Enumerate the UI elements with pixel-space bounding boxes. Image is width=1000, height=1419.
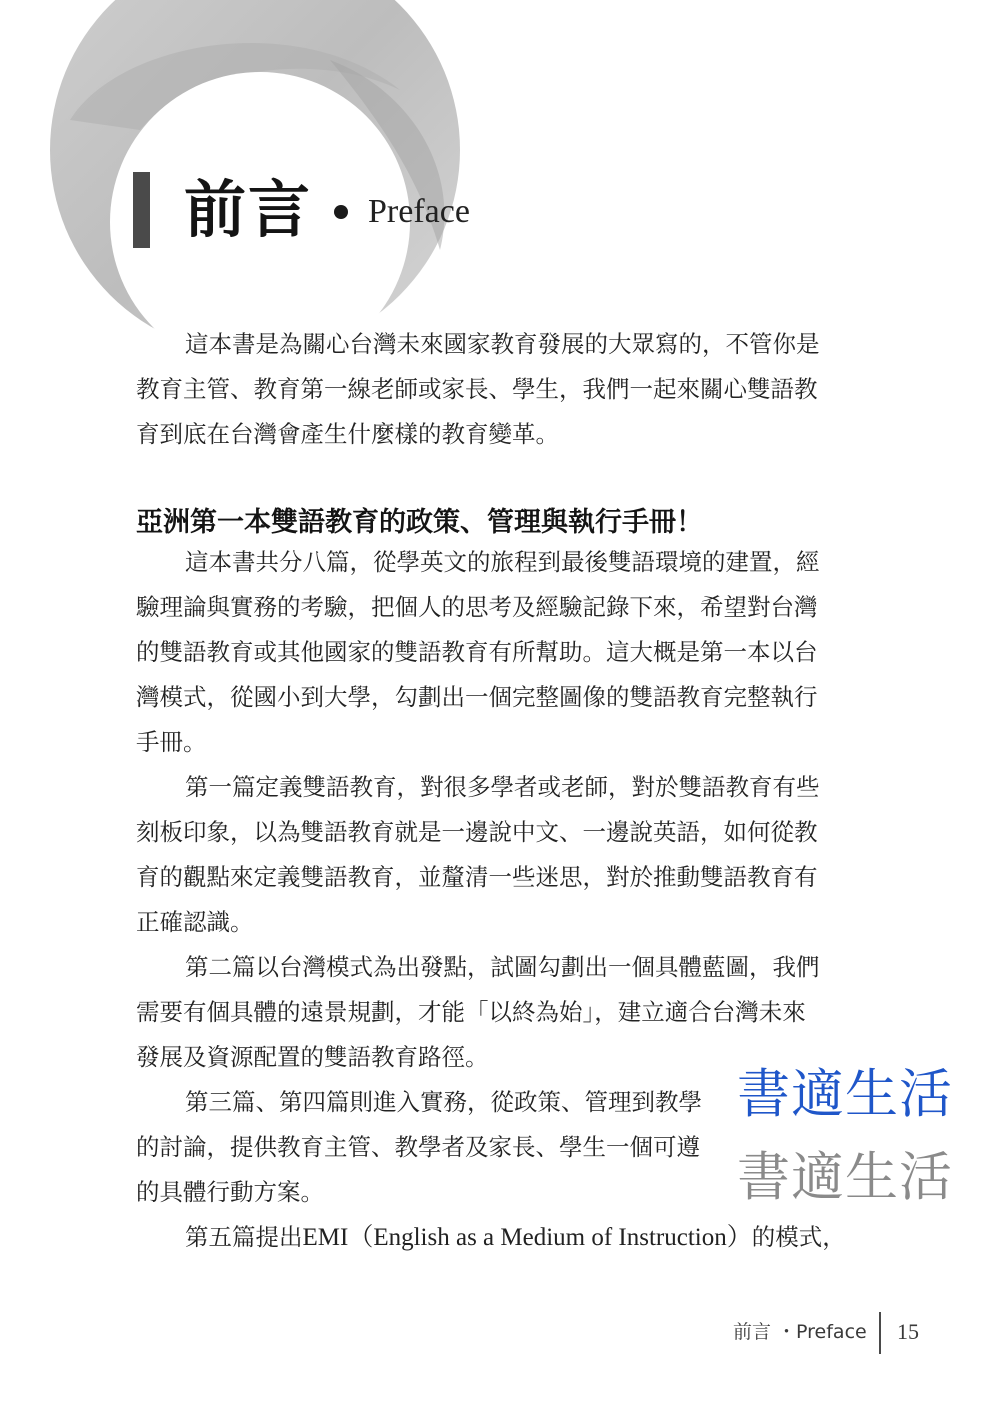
footer-divider: [879, 1312, 881, 1354]
text-line: 的討論，提供教育主管、教學者及家長、學生一個可遵: [136, 1133, 700, 1161]
text-line: 這本書共分八篇，從學英文的旅程到最後雙語環境的建置，經: [185, 548, 820, 576]
text-line: 灣模式，從國小到大學，勾劃出一個完整圖像的雙語教育完整執行: [136, 683, 818, 711]
text-fragment: 的模式，: [751, 1223, 846, 1251]
running-footer: 前言 ・Preface: [733, 1321, 867, 1343]
text-line: 需要有個具體的遠景規劃，才能「以終為始」，建立適合台灣未來: [136, 998, 806, 1026]
text-line: 第三篇、第四篇則進入實務，從政策、管理到教學: [185, 1088, 702, 1116]
text-line: 正確認識。: [136, 908, 254, 936]
chapter-title: 前言: [184, 173, 313, 246]
title-accent-bar: [133, 172, 150, 248]
text-line: 發展及資源配置的雙語教育路徑。: [136, 1043, 489, 1071]
page-number: 15: [897, 1319, 919, 1344]
text-fragment: 第五篇提出: [185, 1223, 303, 1251]
text-fragment-english: EMI（English as a Medium of Instruction）: [302, 1224, 752, 1251]
watermark-primary: 書適生活: [737, 1064, 953, 1125]
text-line: 的具體行動方案。: [136, 1178, 324, 1206]
text-line: 手冊。: [136, 728, 207, 756]
text-line: 這本書是為關心台灣未來國家教育發展的大眾寫的，不管你是: [185, 330, 820, 358]
text-line: 刻板印象，以為雙語教育就是一邊說中文、一邊說英語，如何從教: [136, 818, 818, 846]
chapter-title-english: Preface: [368, 193, 470, 230]
text-line: 育的觀點來定義雙語教育，並釐清一些迷思，對於推動雙語教育有: [136, 863, 818, 891]
text-line: 驗理論與實務的考驗，把個人的思考及經驗記錄下來，希望對台灣: [136, 593, 818, 621]
text-line: 第一篇定義雙語教育，對很多學者或老師，對於雙語教育有些: [185, 773, 820, 801]
text-line: 育到底在台灣會產生什麼樣的教育變革。: [136, 420, 559, 448]
intro-paragraph: [136, 322, 876, 457]
text-line: 的雙語教育或其他國家的雙語教育有所幫助。這大概是第一本以台: [136, 638, 818, 666]
title-bullet-icon: [334, 205, 348, 219]
watermark-secondary: 書適生活: [737, 1147, 953, 1208]
section-heading: 亞洲第一本雙語教育的政策、管理與執行手冊！: [136, 507, 703, 538]
text-line: 第二篇以台灣模式為出發點，試圖勾劃出一個具體藍圖，我們: [185, 953, 820, 981]
text-line: [136, 1215, 876, 1260]
text-line: 教育主管、教育第一線老師或家長、學生，我們一起來關心雙語教: [136, 375, 818, 403]
